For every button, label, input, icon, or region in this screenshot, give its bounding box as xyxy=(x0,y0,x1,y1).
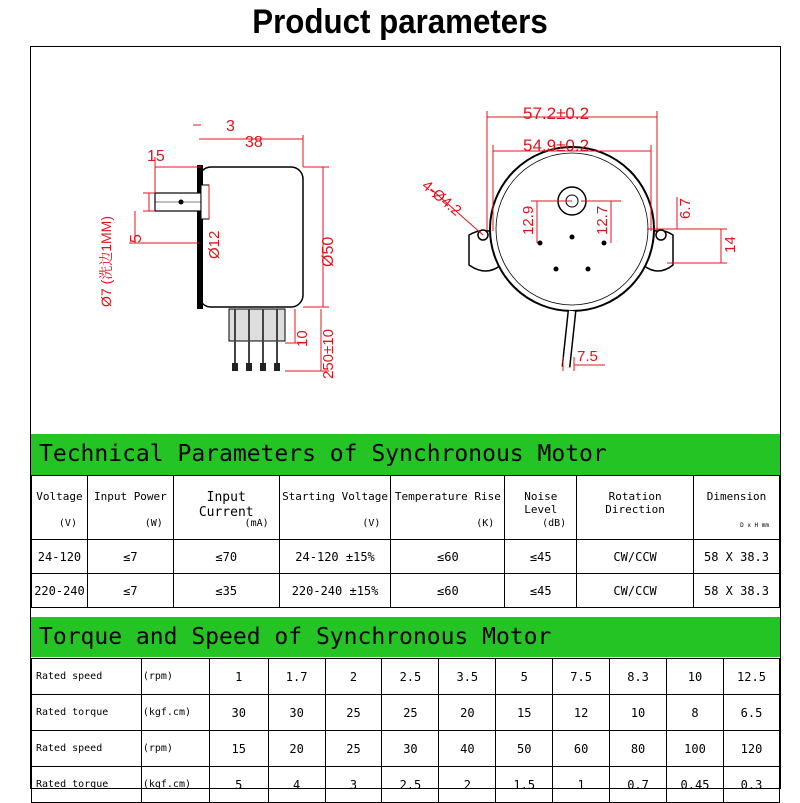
value-cell: 120 xyxy=(723,731,779,767)
value-cell: 2.5 xyxy=(382,659,439,695)
dim-3: 3 xyxy=(226,118,235,135)
tech-cell: 220-240 xyxy=(32,574,88,608)
value-cell: 8 xyxy=(667,695,724,731)
tech-header-cell: Input Current (mA) xyxy=(173,476,279,540)
value-cell: 25 xyxy=(325,731,382,767)
tech-header-cell: Temperature Rise (K) xyxy=(391,476,505,540)
dim-5: 5 xyxy=(128,234,145,243)
tech-cell: 58 X 38.3 xyxy=(694,574,780,608)
dim-12: Ø12 xyxy=(206,230,223,259)
dim-14: 14 xyxy=(722,236,739,253)
tech-header-row xyxy=(32,476,780,540)
tech-cell: 58 X 38.3 xyxy=(694,540,780,574)
value-cell: 2 xyxy=(439,767,496,803)
row-label: Rated torque xyxy=(32,695,142,731)
technical-drawing-svg xyxy=(31,47,780,430)
row-unit: (kgf.cm) xyxy=(141,767,209,803)
value-cell: 0.45 xyxy=(667,767,724,803)
tech-cell: ≤60 xyxy=(391,540,505,574)
value-cell: 10 xyxy=(610,695,667,731)
value-cell: 1.7 xyxy=(268,659,325,695)
row-label: Rated speed xyxy=(32,659,142,695)
tech-header-cell: Input Power (W) xyxy=(87,476,173,540)
value-cell: 20 xyxy=(268,731,325,767)
tech-header-cell: Starting Voltage (V) xyxy=(279,476,391,540)
dim-7: Ø7 (洗边1MM) xyxy=(98,216,114,307)
value-cell: 10 xyxy=(667,659,724,695)
value-cell: 1.5 xyxy=(496,767,553,803)
dim-12-9: 12.9 xyxy=(520,205,537,235)
value-cell: 7.5 xyxy=(553,659,610,695)
value-cell: 30 xyxy=(382,731,439,767)
value-cell: 1 xyxy=(553,767,610,803)
tech-header-cell: Dimension D x H mm xyxy=(694,476,780,540)
table-row xyxy=(32,731,780,767)
dim-50: Ø50 xyxy=(320,236,337,267)
tech-header-cell: Voltage (V) xyxy=(32,476,88,540)
value-cell: 50 xyxy=(496,731,553,767)
value-cell: 12 xyxy=(553,695,610,731)
value-cell: 5 xyxy=(209,767,268,803)
row-label: Rated speed xyxy=(32,731,142,767)
dim-57-2: 57.2±0.2 xyxy=(523,104,590,123)
dim-54-9: 54.9±0.2 xyxy=(523,136,590,155)
row-unit: (rpm) xyxy=(141,659,209,695)
page-title: Product parameters xyxy=(252,3,548,41)
value-cell: 80 xyxy=(610,731,667,767)
dim-15: 15 xyxy=(147,148,165,165)
value-cell: 0.3 xyxy=(723,767,779,803)
torque-section-title: Torque and Speed of Synchronous Motor xyxy=(31,617,780,657)
value-cell: 1 xyxy=(209,659,268,695)
tech-cell: ≤7 xyxy=(87,574,173,608)
tech-cell: ≤70 xyxy=(173,540,279,574)
value-cell: 4 xyxy=(268,767,325,803)
tech-cell: ≤45 xyxy=(505,540,577,574)
row-label: Rated torque xyxy=(32,767,142,803)
value-cell: 15 xyxy=(496,695,553,731)
value-cell: 30 xyxy=(268,695,325,731)
value-cell: 5 xyxy=(496,659,553,695)
dim-38: 38 xyxy=(245,134,263,151)
dim-6-7: 6.7 xyxy=(677,198,694,219)
tech-cell: ≤7 xyxy=(87,540,173,574)
tech-cell: ≤45 xyxy=(505,574,577,608)
tech-section-title: Technical Parameters of Synchronous Motor xyxy=(31,434,780,475)
tech-cell: 24-120 ±15% xyxy=(279,540,391,574)
value-cell: 25 xyxy=(382,695,439,731)
value-cell: 6.5 xyxy=(723,695,779,731)
tech-header-cell: Rotation Direction xyxy=(577,476,694,540)
value-cell: 3 xyxy=(325,767,382,803)
value-cell: 2 xyxy=(325,659,382,695)
mount-hole-right xyxy=(656,230,666,240)
tech-cell: ≤60 xyxy=(391,574,505,608)
dim-10: 10 xyxy=(294,330,311,347)
tech-cell: ≤35 xyxy=(173,574,279,608)
side-view xyxy=(98,118,337,379)
tech-cell: CW/CCW xyxy=(577,574,694,608)
value-cell: 12.5 xyxy=(723,659,779,695)
dim-250: 250±10 xyxy=(320,329,337,379)
table-row xyxy=(32,695,780,731)
value-cell: 30 xyxy=(209,695,268,731)
table-row xyxy=(32,540,780,574)
dim-12-7: 12.7 xyxy=(594,205,611,235)
row-unit: (rpm) xyxy=(141,731,209,767)
value-cell: 0.7 xyxy=(610,767,667,803)
front-view xyxy=(418,104,739,371)
value-cell: 60 xyxy=(553,731,610,767)
tech-cell: 24-120 xyxy=(32,540,88,574)
table-row xyxy=(32,659,780,695)
table-row xyxy=(32,574,780,608)
motor-face xyxy=(490,147,654,311)
value-cell: 100 xyxy=(667,731,724,767)
tech-table xyxy=(31,475,780,608)
torque-table xyxy=(31,658,780,803)
value-cell: 3.5 xyxy=(439,659,496,695)
tech-cell: CW/CCW xyxy=(577,540,694,574)
value-cell: 40 xyxy=(439,731,496,767)
table-row xyxy=(32,767,780,803)
dim-4-42: 4-Ø4.2 xyxy=(418,177,465,220)
value-cell: 8.3 xyxy=(610,659,667,695)
tech-header-cell: Noise Level (dB) xyxy=(505,476,577,540)
value-cell: 20 xyxy=(439,695,496,731)
value-cell: 25 xyxy=(325,695,382,731)
value-cell: 15 xyxy=(209,731,268,767)
value-cell: 2.5 xyxy=(382,767,439,803)
row-unit: (kgf.cm) xyxy=(141,695,209,731)
tech-cell: 220-240 ±15% xyxy=(279,574,391,608)
motor-drawing xyxy=(31,47,780,430)
dim-7-5: 7.5 xyxy=(577,348,598,365)
